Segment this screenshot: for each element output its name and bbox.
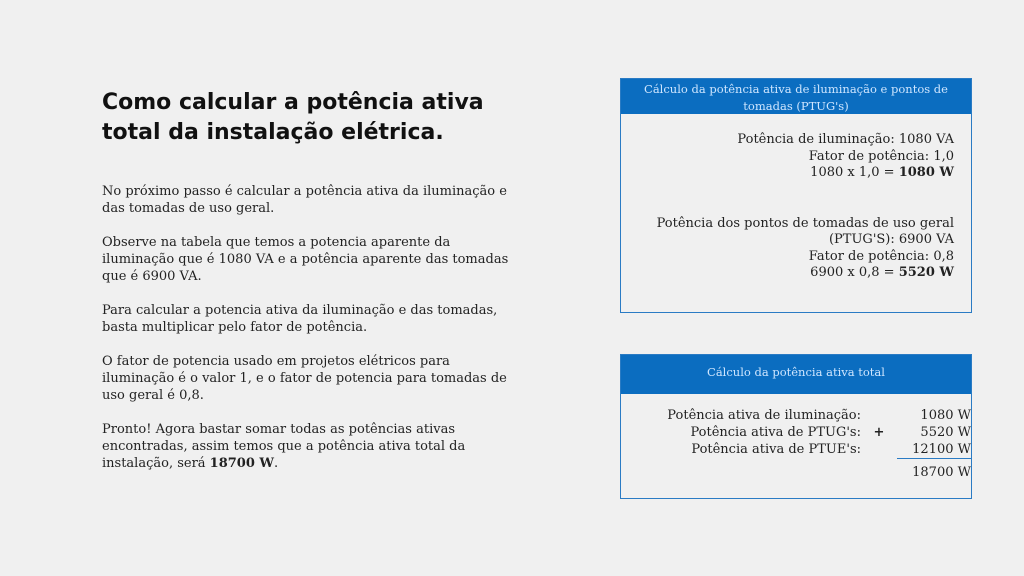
total-power-value: 18700 W	[209, 456, 275, 471]
box-content	[621, 114, 971, 282]
sum-row	[645, 407, 971, 424]
box-header: Cálculo da potência ativa de iluminação e pontos de tomadas (PTUG's)	[621, 79, 971, 114]
explanation-text	[102, 183, 522, 489]
row-label: Potência ativa de iluminação:	[667, 408, 861, 423]
row-value: 12100 W	[897, 441, 971, 459]
row-operator	[861, 441, 897, 459]
sum-row	[645, 441, 971, 459]
total-value: 18700 W	[912, 465, 971, 480]
paragraph: Observe na tabela que temos a potencia aparente da iluminação que é 1080 VA e a potência aparente das tomadas que é 6900 VA.	[102, 235, 509, 284]
page-title: Como calcular a potência ativa total da instalação elétrica.	[102, 90, 484, 145]
box-header: Cálculo da potência ativa total	[621, 355, 971, 394]
total-power-calc-box	[620, 354, 972, 499]
lighting-calc-line	[631, 165, 954, 182]
paragraph: Para calcular a potencia ativa da iluminação e das tomadas, basta multiplicar pelo fator de potência.	[102, 303, 498, 335]
outlets-power-line: Potência dos pontos de tomadas de uso geral	[656, 215, 954, 231]
row-operator: +	[873, 425, 885, 440]
lighting-outlets-calc-box	[620, 78, 972, 313]
row-value: 1080 W	[920, 408, 971, 423]
lighting-power-line: Potência de iluminação: 1080 VA	[737, 132, 954, 147]
calc-text: 1080 x 1,0 =	[810, 165, 899, 180]
calc-result: 1080 W	[898, 165, 954, 180]
calc-text: 6900 x 0,8 =	[810, 265, 899, 280]
outlets-power-line-2: (PTUG'S): 6900 VA	[828, 232, 954, 247]
calc-result: 5520 W	[898, 265, 954, 280]
outlets-calc-line	[631, 265, 954, 282]
paragraph-final	[102, 421, 522, 472]
sum-row	[645, 424, 971, 441]
lighting-factor-line: Fator de potência: 1,0	[808, 148, 954, 164]
row-label: Potência ativa de PTUE's:	[691, 442, 861, 458]
final-text: Pronto! Agora bastar somar todas as potências ativas encontradas, assim temos que a potência ativa total da instalação, será	[102, 422, 466, 471]
row-label: Potência ativa de PTUG's:	[690, 425, 861, 440]
paragraph: O fator de potencia usado em projetos elétricos para iluminação é o valor 1, e o fator de potencia para tomadas de uso geral é 0,8.	[102, 354, 507, 403]
final-end: .	[274, 456, 279, 471]
total-row	[645, 459, 971, 482]
outlets-factor-line: Fator de potência: 0,8	[808, 248, 954, 264]
row-operator	[861, 407, 897, 424]
sum-table	[645, 407, 971, 481]
paragraph: No próximo passo é calcular a potência ativa da iluminação e das tomadas de uso geral.	[102, 184, 507, 216]
row-value: 5520 W	[920, 425, 971, 440]
